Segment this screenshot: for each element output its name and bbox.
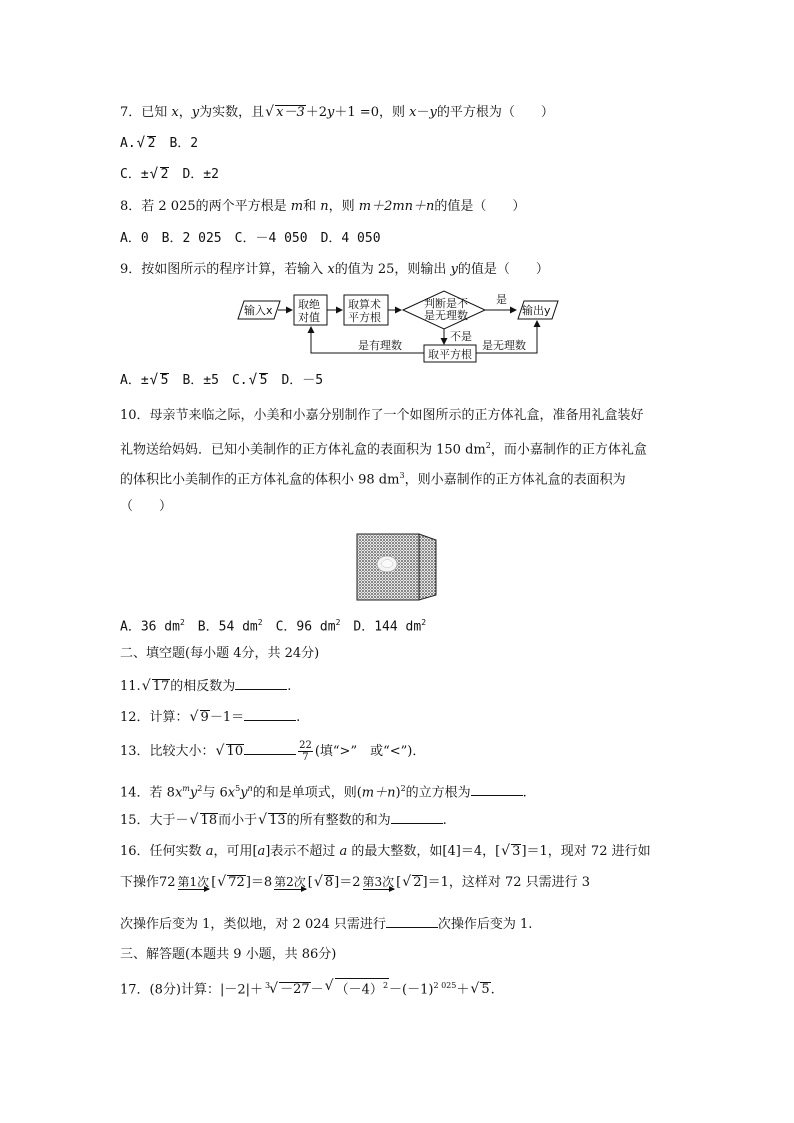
answer-blank: [391, 811, 443, 824]
q10-line-2: 礼物送给妈妈．已知小美制作的正方体礼盒的表面积为 150 $dm^2$，而小嘉制作的正方体礼盒: [120, 441, 647, 458]
q10-line-1: 10．母亲节来临之际，小美和小嘉分别制作了一个如图所示的正方体礼盒，准备用礼盒装好: [120, 408, 644, 423]
flow-input-label: 输入x: [244, 304, 273, 317]
answer-blank: [471, 783, 523, 796]
flow-sqrt-label-2: 平方根: [348, 311, 381, 324]
q16-line-3: 次操作后变为 1，类似地，对 2 024 只需进行 次操作后变为 1.: [120, 917, 533, 932]
q7-stem: 7．已知 x，y为实数，且√ x－3＋2y＋1 =0，则 x－y的平方根为（ ）: [120, 104, 554, 122]
q8-options: A．0 B．2 025 C．－4 050 D．4 050: [120, 231, 381, 246]
answer-blank: [235, 677, 287, 690]
sqrt-symbol: √ x－3: [265, 104, 306, 122]
answer-blank: [386, 915, 438, 928]
q17: 17．(8分)计算：|－2|＋ $^3$√ －27－√ $(-4)^2-(-1)^{2 025}+√$ 5.: [120, 977, 495, 999]
q10-line-4: （ ）: [120, 499, 173, 514]
flow-abs-label-2: 对值: [298, 311, 320, 324]
q9-stem: 9．按如图所示的程序计算，若输入 x的值为 25，则输出 y的值是（ ）: [120, 262, 549, 277]
q12: 12．计算：√ 9－1＝ .: [120, 708, 300, 727]
fraction: $\frac{22}{7}$: [299, 740, 312, 763]
q13: 13．比较大小：√ 10 $\frac{22}{7}$ (填“>” 或“<”)．: [120, 740, 425, 763]
operation-arrow: 第1次: [178, 876, 210, 894]
q7-options-ab: A.√ 2 B．2: [120, 135, 198, 153]
flow-abs-label-1: 取绝: [298, 298, 320, 311]
flow-no-label: 不是: [450, 330, 472, 343]
q16-line-1: 16．任何实数 a，可用[a]表示不超过 a 的最大整数，如[4]＝4，[√ 3]＝1，现对 72 进行如: [120, 843, 651, 861]
answer-blank: [244, 742, 296, 755]
section-2-heading: 二、填空题(每小题 4分，共 24分): [120, 646, 320, 661]
q10-line-3: 的体积比小美制作的正方体礼盒的体积小 98 $dm^3$，则小嘉制作的正方体礼盒的表面积为: [120, 471, 626, 488]
q10-options: A．36 $dm^2$ B．54 $dm^2$ C．96 $dm^2$ D．144 $dm^2$: [120, 618, 427, 635]
q8-stem: 8．若 2 025的两个平方根是 m和 n，则 m＋2mn＋n的值是（ ）: [120, 199, 526, 214]
q9-options: A．±√ 5 B．±5 C.√ 5 D．－5: [120, 372, 323, 390]
flow-judge-label-1: 判断是不: [424, 297, 468, 310]
q15: 15．大于－√ 18而小于√ 13的所有整数的和为 .: [120, 811, 447, 830]
answer-blank: [244, 708, 296, 721]
section-3-heading: 三、解答题(本题共 9 小题，共 86分): [120, 947, 337, 962]
flow-sqrt-label-1: 取算术: [348, 298, 381, 311]
q11: 11.√ 17的相反数为 .: [120, 677, 291, 696]
flow-judge-label-2: 是无理数: [424, 309, 468, 322]
operation-arrow: 第2次: [274, 876, 306, 894]
flowchart: [236, 287, 561, 367]
q14: 14．若 $8x^my^2$与 $6x^5y^n$的和是单项式，则$(m+n)^2$的立方根为 .: [120, 784, 527, 801]
flow-rational-label: 是有理数: [358, 339, 402, 352]
operation-arrow: 第3次: [363, 876, 395, 894]
q16-line-2: 下操作72 第1次 [√ 72]＝8 第2次 [√ 8]＝2 第3次 [√ 2]＝1，这样对 72 只需进行 3: [120, 872, 590, 894]
q7-options-cd: C．±√ 2 D．±2: [120, 166, 219, 184]
flow-takesqrt-label: 取平方根: [428, 348, 472, 361]
flow-yes-label: 是: [496, 293, 507, 306]
flow-output-label: 输出y: [522, 304, 551, 317]
flow-irrational-label: 是无理数: [482, 339, 526, 352]
gift-box-image: [356, 533, 438, 601]
